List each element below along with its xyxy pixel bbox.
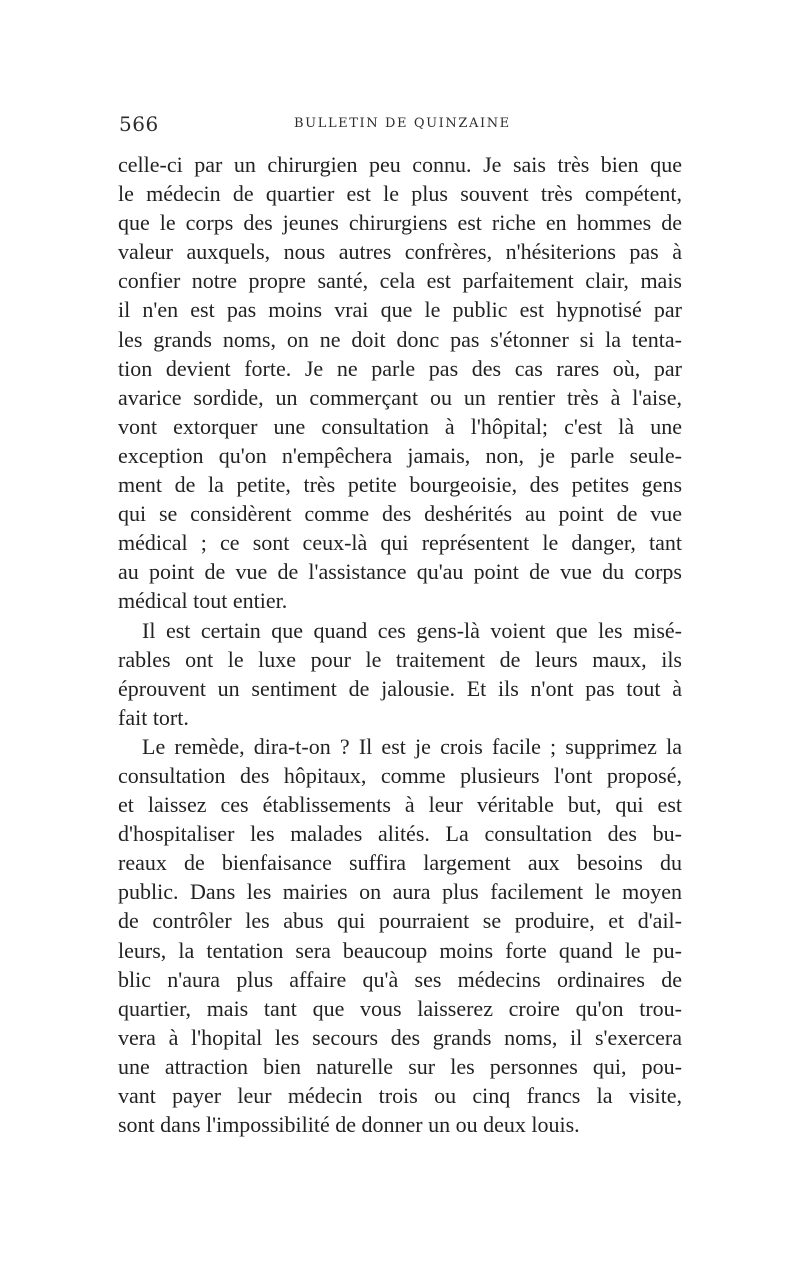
text-line: médical tout entier. <box>118 588 288 614</box>
text-line: de contrôler les abus qui pourraient se produire, et d'ail- <box>118 908 682 934</box>
body-text <box>118 150 682 1139</box>
text-line: médical ; ce sont ceux-là qui représentent le danger, tant <box>118 530 682 556</box>
text-line: consultation des hôpitaux, comme plusieurs l'ont proposé, <box>118 762 682 788</box>
text-line: valeur auxquels, nous autres confrères, n'hésiterions pas à <box>118 239 682 265</box>
text-line: fait tort. <box>118 704 189 730</box>
text-line: public. Dans les mairies on aura plus facilement le moyen <box>118 879 682 905</box>
text-line: rables ont le luxe pour le traitement de leurs maux, ils <box>118 646 682 672</box>
text-line: il n'en est pas moins vrai que le public est hypnotisé par <box>118 297 682 323</box>
text-line: ment de la petite, très petite bourgeoisie, des petites gens <box>118 472 682 498</box>
text-line: le médecin de quartier est le plus souvent très compétent, <box>118 181 682 207</box>
text-line: Il est certain que quand ces gens-là voient que les misé- <box>142 617 682 643</box>
paragraphs <box>118 150 682 1139</box>
text-line: au point de vue de l'assistance qu'au point de vue du corps <box>118 559 682 585</box>
text-line: Le remède, dira-t-on ? Il est je crois facile ; supprimez la <box>142 733 682 759</box>
text-line: sont dans l'impossibilité de donner un ou deux louis. <box>118 1112 580 1138</box>
text-line: blic n'aura plus affaire qu'à ses médecins ordinaires de <box>118 966 682 992</box>
text-line: que le corps des jeunes chirurgiens est riche en hommes de <box>118 210 682 236</box>
text-line: exception qu'on n'empêchera jamais, non, je parle seule- <box>118 442 682 468</box>
text-line: et laissez ces établissements à leur véritable but, qui est <box>118 792 682 818</box>
text-line: vant payer leur médecin trois ou cinq francs la visite, <box>118 1083 682 1108</box>
page-number: 566 <box>119 112 159 136</box>
page-header <box>119 112 599 140</box>
text-line: vera à l'hopital les secours des grands noms, il s'exercera <box>118 1024 682 1050</box>
text-line: confier notre propre santé, cela est parfaitement clair, mais <box>118 268 682 294</box>
text-line: leurs, la tentation sera beaucoup moins forte quand le pu- <box>118 937 682 963</box>
paragraph <box>118 616 682 732</box>
text-line: les grands noms, on ne doit donc pas s'étonner si la tenta- <box>118 326 682 352</box>
text-line: tion devient forte. Je ne parle pas des cas rares où, par <box>118 355 682 381</box>
text-line: une attraction bien naturelle sur les personnes qui, pou- <box>118 1053 682 1079</box>
running-head: BULLETIN DE QUINZAINE <box>294 116 511 131</box>
text-line: d'hospitaliser les malades alités. La consultation des bu- <box>118 821 682 847</box>
paragraph <box>118 732 682 1139</box>
text-line: reaux de bienfaisance suffira largement aux besoins du <box>118 850 682 876</box>
text-line: vont extorquer une consultation à l'hôpital; c'est là une <box>118 413 682 439</box>
text-line: quartier, mais tant que vous laisserez croire qu'on trou- <box>118 995 682 1021</box>
text-line: celle-ci par un chirurgien peu connu. Je sais très bien que <box>118 152 682 177</box>
text-line: avarice sordide, un commerçant ou un rentier très à l'aise, <box>118 384 682 410</box>
text-line: éprouvent un sentiment de jalousie. Et ils n'ont pas tout à <box>118 675 682 701</box>
text-line: qui se considèrent comme des deshérités au point de vue <box>118 501 682 527</box>
paragraph <box>118 150 682 616</box>
